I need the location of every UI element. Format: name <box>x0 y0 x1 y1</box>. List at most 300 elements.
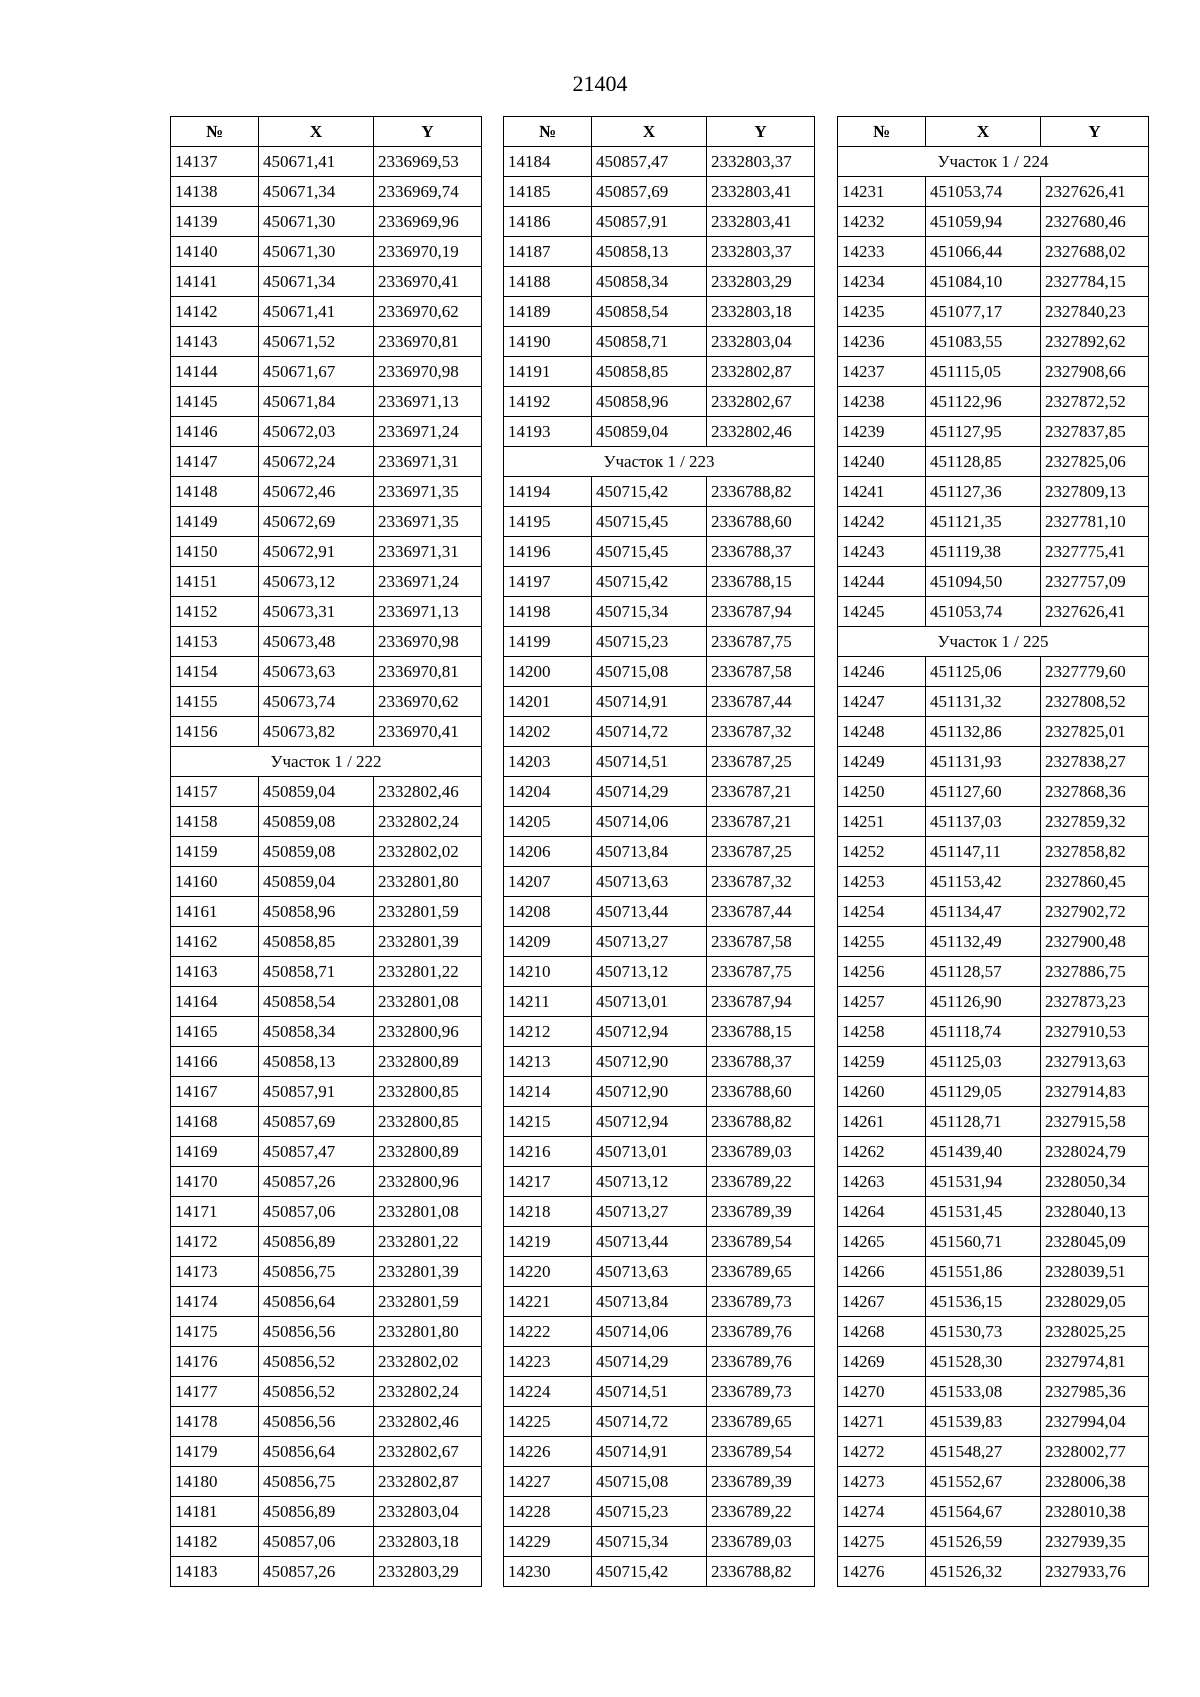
x-coordinate-cell: 451084,10 <box>926 267 1041 297</box>
y-coordinate-cell: 2336789,73 <box>707 1287 815 1317</box>
y-coordinate-cell: 2332801,22 <box>374 1227 482 1257</box>
table-row <box>171 297 482 327</box>
table-row <box>504 507 815 537</box>
y-coordinate-cell: 2327858,82 <box>1041 837 1149 867</box>
point-number-cell: 14153 <box>171 627 259 657</box>
section-label: Участок 1 / 225 <box>838 627 1149 657</box>
point-number-cell: 14238 <box>838 387 926 417</box>
table-row <box>838 1077 1149 1107</box>
x-coordinate-cell: 451121,35 <box>926 507 1041 537</box>
point-number-cell: 14253 <box>838 867 926 897</box>
x-coordinate-cell: 451526,32 <box>926 1557 1041 1587</box>
table-row <box>838 1047 1149 1077</box>
y-coordinate-cell: 2336970,62 <box>374 687 482 717</box>
table-header-row <box>838 117 1149 147</box>
x-coordinate-cell: 451127,36 <box>926 477 1041 507</box>
table-row <box>838 507 1149 537</box>
y-coordinate-cell: 2332803,04 <box>707 327 815 357</box>
header-num: № <box>171 117 259 147</box>
point-number-cell: 14219 <box>504 1227 592 1257</box>
table-row <box>504 327 815 357</box>
y-coordinate-cell: 2332802,46 <box>707 417 815 447</box>
table-row <box>171 867 482 897</box>
header-y: Y <box>374 117 482 147</box>
x-coordinate-cell: 451125,03 <box>926 1047 1041 1077</box>
table-row <box>504 1557 815 1587</box>
point-number-cell: 14252 <box>838 837 926 867</box>
point-number-cell: 14172 <box>171 1227 259 1257</box>
table-row <box>838 207 1149 237</box>
table-row <box>171 1497 482 1527</box>
x-coordinate-cell: 450856,56 <box>259 1317 374 1347</box>
table-row <box>838 1347 1149 1377</box>
point-number-cell: 14191 <box>504 357 592 387</box>
table-row <box>838 1227 1149 1257</box>
x-coordinate-cell: 450713,63 <box>592 1257 707 1287</box>
x-coordinate-cell: 451548,27 <box>926 1437 1041 1467</box>
y-coordinate-cell: 2327840,23 <box>1041 297 1149 327</box>
table-row <box>171 1437 482 1467</box>
y-coordinate-cell: 2327860,45 <box>1041 867 1149 897</box>
x-coordinate-cell: 450713,12 <box>592 1167 707 1197</box>
table-row <box>171 1557 482 1587</box>
y-coordinate-cell: 2332801,08 <box>374 1197 482 1227</box>
point-number-cell: 14187 <box>504 237 592 267</box>
point-number-cell: 14237 <box>838 357 926 387</box>
y-coordinate-cell: 2327809,13 <box>1041 477 1149 507</box>
y-coordinate-cell: 2336789,65 <box>707 1257 815 1287</box>
point-number-cell: 14182 <box>171 1527 259 1557</box>
table-row <box>171 1257 482 1287</box>
y-coordinate-cell: 2336970,81 <box>374 327 482 357</box>
point-number-cell: 14209 <box>504 927 592 957</box>
x-coordinate-cell: 450712,94 <box>592 1017 707 1047</box>
point-number-cell: 14246 <box>838 657 926 687</box>
y-coordinate-cell: 2328029,05 <box>1041 1287 1149 1317</box>
x-coordinate-cell: 450715,42 <box>592 477 707 507</box>
x-coordinate-cell: 450671,52 <box>259 327 374 357</box>
point-number-cell: 14188 <box>504 267 592 297</box>
table-row <box>504 1497 815 1527</box>
y-coordinate-cell: 2332800,89 <box>374 1047 482 1077</box>
x-coordinate-cell: 450858,13 <box>592 237 707 267</box>
table-row <box>171 1017 482 1047</box>
x-coordinate-cell: 450712,94 <box>592 1107 707 1137</box>
x-coordinate-cell: 450857,69 <box>259 1107 374 1137</box>
x-coordinate-cell: 450858,54 <box>592 297 707 327</box>
y-coordinate-cell: 2328050,34 <box>1041 1167 1149 1197</box>
x-coordinate-cell: 450856,52 <box>259 1347 374 1377</box>
table-row <box>171 1407 482 1437</box>
table-row <box>838 177 1149 207</box>
x-coordinate-cell: 450714,29 <box>592 1347 707 1377</box>
point-number-cell: 14151 <box>171 567 259 597</box>
x-coordinate-cell: 450857,06 <box>259 1527 374 1557</box>
table-row <box>504 297 815 327</box>
header-x: X <box>592 117 707 147</box>
table-row <box>504 807 815 837</box>
table-row <box>838 327 1149 357</box>
y-coordinate-cell: 2336788,82 <box>707 477 815 507</box>
x-coordinate-cell: 451533,08 <box>926 1377 1041 1407</box>
x-coordinate-cell: 450857,91 <box>592 207 707 237</box>
table-row <box>504 1077 815 1107</box>
point-number-cell: 14198 <box>504 597 592 627</box>
x-coordinate-cell: 450714,72 <box>592 1407 707 1437</box>
y-coordinate-cell: 2332800,96 <box>374 1167 482 1197</box>
x-coordinate-cell: 450858,34 <box>592 267 707 297</box>
y-coordinate-cell: 2336787,21 <box>707 807 815 837</box>
section-label: Участок 1 / 224 <box>838 147 1149 177</box>
point-number-cell: 14206 <box>504 837 592 867</box>
y-coordinate-cell: 2327939,35 <box>1041 1527 1149 1557</box>
point-number-cell: 14267 <box>838 1287 926 1317</box>
table-row <box>171 1167 482 1197</box>
y-coordinate-cell: 2336789,39 <box>707 1467 815 1497</box>
table-row <box>838 237 1149 267</box>
point-number-cell: 14208 <box>504 897 592 927</box>
point-number-cell: 14265 <box>838 1227 926 1257</box>
x-coordinate-cell: 450714,91 <box>592 687 707 717</box>
x-coordinate-cell: 450672,24 <box>259 447 374 477</box>
point-number-cell: 14239 <box>838 417 926 447</box>
table-row <box>171 1347 482 1377</box>
x-coordinate-cell: 451539,83 <box>926 1407 1041 1437</box>
x-coordinate-cell: 450671,41 <box>259 147 374 177</box>
y-coordinate-cell: 2332802,67 <box>374 1437 482 1467</box>
point-number-cell: 14259 <box>838 1047 926 1077</box>
y-coordinate-cell: 2336787,94 <box>707 597 815 627</box>
y-coordinate-cell: 2332803,37 <box>707 237 815 267</box>
x-coordinate-cell: 451059,94 <box>926 207 1041 237</box>
table-row <box>171 207 482 237</box>
y-coordinate-cell: 2327914,83 <box>1041 1077 1149 1107</box>
point-number-cell: 14163 <box>171 957 259 987</box>
point-number-cell: 14262 <box>838 1137 926 1167</box>
x-coordinate-cell: 450671,30 <box>259 207 374 237</box>
y-coordinate-cell: 2332803,29 <box>374 1557 482 1587</box>
point-number-cell: 14276 <box>838 1557 926 1587</box>
table-row <box>838 297 1149 327</box>
y-coordinate-cell: 2332802,02 <box>374 837 482 867</box>
x-coordinate-cell: 450714,29 <box>592 777 707 807</box>
point-number-cell: 14184 <box>504 147 592 177</box>
point-number-cell: 14201 <box>504 687 592 717</box>
y-coordinate-cell: 2327994,04 <box>1041 1407 1149 1437</box>
point-number-cell: 14146 <box>171 417 259 447</box>
y-coordinate-cell: 2336787,75 <box>707 957 815 987</box>
table-row <box>171 1137 482 1167</box>
y-coordinate-cell: 2328040,13 <box>1041 1197 1149 1227</box>
y-coordinate-cell: 2332803,29 <box>707 267 815 297</box>
point-number-cell: 14233 <box>838 237 926 267</box>
table-row <box>838 567 1149 597</box>
x-coordinate-cell: 450857,26 <box>259 1167 374 1197</box>
y-coordinate-cell: 2332803,37 <box>707 147 815 177</box>
table-row <box>171 717 482 747</box>
x-coordinate-cell: 450715,45 <box>592 507 707 537</box>
point-number-cell: 14234 <box>838 267 926 297</box>
table-row <box>504 1107 815 1137</box>
y-coordinate-cell: 2336787,75 <box>707 627 815 657</box>
table-row <box>504 927 815 957</box>
point-number-cell: 14179 <box>171 1437 259 1467</box>
x-coordinate-cell: 450713,12 <box>592 957 707 987</box>
y-coordinate-cell: 2332802,24 <box>374 807 482 837</box>
section-row <box>838 627 1149 657</box>
y-coordinate-cell: 2327900,48 <box>1041 927 1149 957</box>
x-coordinate-cell: 451126,90 <box>926 987 1041 1017</box>
x-coordinate-cell: 450673,74 <box>259 687 374 717</box>
point-number-cell: 14176 <box>171 1347 259 1377</box>
x-coordinate-cell: 450859,04 <box>259 777 374 807</box>
point-number-cell: 14144 <box>171 357 259 387</box>
table-row <box>504 357 815 387</box>
table-row <box>504 537 815 567</box>
x-coordinate-cell: 451094,50 <box>926 567 1041 597</box>
table-row <box>838 747 1149 777</box>
point-number-cell: 14167 <box>171 1077 259 1107</box>
point-number-cell: 14236 <box>838 327 926 357</box>
y-coordinate-cell: 2336971,13 <box>374 387 482 417</box>
table-row <box>504 147 815 177</box>
y-coordinate-cell: 2336787,25 <box>707 747 815 777</box>
x-coordinate-cell: 450714,06 <box>592 1317 707 1347</box>
point-number-cell: 14183 <box>171 1557 259 1587</box>
table-row <box>171 957 482 987</box>
y-coordinate-cell: 2327908,66 <box>1041 357 1149 387</box>
y-coordinate-cell: 2336787,94 <box>707 987 815 1017</box>
y-coordinate-cell: 2332801,08 <box>374 987 482 1017</box>
x-coordinate-cell: 450712,90 <box>592 1047 707 1077</box>
table-row <box>838 687 1149 717</box>
table-row <box>171 567 482 597</box>
x-coordinate-cell: 451530,73 <box>926 1317 1041 1347</box>
point-number-cell: 14249 <box>838 747 926 777</box>
y-coordinate-cell: 2328045,09 <box>1041 1227 1149 1257</box>
table-row <box>504 387 815 417</box>
table-row <box>171 477 482 507</box>
y-coordinate-cell: 2336789,03 <box>707 1137 815 1167</box>
x-coordinate-cell: 451132,49 <box>926 927 1041 957</box>
x-coordinate-cell: 451132,86 <box>926 717 1041 747</box>
y-coordinate-cell: 2336970,98 <box>374 357 482 387</box>
point-number-cell: 14168 <box>171 1107 259 1137</box>
table-row <box>171 237 482 267</box>
point-number-cell: 14257 <box>838 987 926 1017</box>
table-row <box>838 1257 1149 1287</box>
x-coordinate-cell: 450857,26 <box>259 1557 374 1587</box>
y-coordinate-cell: 2327680,46 <box>1041 207 1149 237</box>
y-coordinate-cell: 2327781,10 <box>1041 507 1149 537</box>
point-number-cell: 14275 <box>838 1527 926 1557</box>
header-y: Y <box>707 117 815 147</box>
y-coordinate-cell: 2336787,32 <box>707 717 815 747</box>
point-number-cell: 14143 <box>171 327 259 357</box>
y-coordinate-cell: 2336969,53 <box>374 147 482 177</box>
x-coordinate-cell: 450673,63 <box>259 657 374 687</box>
table-row <box>838 1137 1149 1167</box>
y-coordinate-cell: 2327859,32 <box>1041 807 1149 837</box>
y-coordinate-cell: 2327688,02 <box>1041 237 1149 267</box>
x-coordinate-cell: 450857,69 <box>592 177 707 207</box>
x-coordinate-cell: 451127,95 <box>926 417 1041 447</box>
y-coordinate-cell: 2332802,24 <box>374 1377 482 1407</box>
y-coordinate-cell: 2328024,79 <box>1041 1137 1149 1167</box>
point-number-cell: 14210 <box>504 957 592 987</box>
x-coordinate-cell: 450857,91 <box>259 1077 374 1107</box>
y-coordinate-cell: 2327873,23 <box>1041 987 1149 1017</box>
point-number-cell: 14161 <box>171 897 259 927</box>
y-coordinate-cell: 2332800,85 <box>374 1077 482 1107</box>
x-coordinate-cell: 451137,03 <box>926 807 1041 837</box>
x-coordinate-cell: 451153,42 <box>926 867 1041 897</box>
x-coordinate-cell: 450671,84 <box>259 387 374 417</box>
x-coordinate-cell: 450671,41 <box>259 297 374 327</box>
y-coordinate-cell: 2327974,81 <box>1041 1347 1149 1377</box>
point-number-cell: 14217 <box>504 1167 592 1197</box>
table-row <box>504 1227 815 1257</box>
y-coordinate-cell: 2336788,60 <box>707 507 815 537</box>
point-number-cell: 14269 <box>838 1347 926 1377</box>
y-coordinate-cell: 2336789,22 <box>707 1497 815 1527</box>
table-row <box>171 897 482 927</box>
point-number-cell: 14171 <box>171 1197 259 1227</box>
x-coordinate-cell: 450713,44 <box>592 1227 707 1257</box>
x-coordinate-cell: 450671,67 <box>259 357 374 387</box>
x-coordinate-cell: 450859,08 <box>259 837 374 867</box>
table-row <box>171 1227 482 1257</box>
x-coordinate-cell: 450714,91 <box>592 1437 707 1467</box>
x-coordinate-cell: 451128,85 <box>926 447 1041 477</box>
x-coordinate-cell: 451131,93 <box>926 747 1041 777</box>
point-number-cell: 14248 <box>838 717 926 747</box>
table-row <box>838 447 1149 477</box>
y-coordinate-cell: 2336969,96 <box>374 207 482 237</box>
point-number-cell: 14230 <box>504 1557 592 1587</box>
point-number-cell: 14155 <box>171 687 259 717</box>
y-coordinate-cell: 2336788,15 <box>707 567 815 597</box>
table-row <box>504 1017 815 1047</box>
point-number-cell: 14157 <box>171 777 259 807</box>
table-row <box>838 1317 1149 1347</box>
point-number-cell: 14186 <box>504 207 592 237</box>
table-row <box>504 1047 815 1077</box>
table-row <box>171 687 482 717</box>
y-coordinate-cell: 2328010,38 <box>1041 1497 1149 1527</box>
table-row <box>838 867 1149 897</box>
x-coordinate-cell: 451147,11 <box>926 837 1041 867</box>
y-coordinate-cell: 2332802,46 <box>374 777 482 807</box>
table-row <box>838 1527 1149 1557</box>
table-row <box>171 1527 482 1557</box>
y-coordinate-cell: 2327825,01 <box>1041 717 1149 747</box>
point-number-cell: 14254 <box>838 897 926 927</box>
section-row <box>504 447 815 477</box>
y-coordinate-cell: 2327892,62 <box>1041 327 1149 357</box>
y-coordinate-cell: 2336787,44 <box>707 897 815 927</box>
table-row <box>171 357 482 387</box>
table-row <box>504 1407 815 1437</box>
y-coordinate-cell: 2332801,59 <box>374 1287 482 1317</box>
table-row <box>838 987 1149 1017</box>
x-coordinate-cell: 450714,51 <box>592 747 707 777</box>
point-number-cell: 14177 <box>171 1377 259 1407</box>
x-coordinate-cell: 450858,96 <box>592 387 707 417</box>
table-row <box>838 1167 1149 1197</box>
y-coordinate-cell: 2336789,73 <box>707 1377 815 1407</box>
y-coordinate-cell: 2332801,39 <box>374 1257 482 1287</box>
x-coordinate-cell: 451134,47 <box>926 897 1041 927</box>
point-number-cell: 14190 <box>504 327 592 357</box>
coordinates-table-3 <box>837 116 1149 1587</box>
point-number-cell: 14240 <box>838 447 926 477</box>
y-coordinate-cell: 2327868,36 <box>1041 777 1149 807</box>
table-row <box>171 1467 482 1497</box>
y-coordinate-cell: 2327915,58 <box>1041 1107 1149 1137</box>
y-coordinate-cell: 2336788,82 <box>707 1557 815 1587</box>
y-coordinate-cell: 2336971,31 <box>374 447 482 477</box>
x-coordinate-cell: 450672,03 <box>259 417 374 447</box>
point-number-cell: 14215 <box>504 1107 592 1137</box>
table-row <box>504 1377 815 1407</box>
table-row <box>504 1197 815 1227</box>
table-row <box>504 957 815 987</box>
table-row <box>838 267 1149 297</box>
y-coordinate-cell: 2327626,41 <box>1041 597 1149 627</box>
coordinates-table-1 <box>170 116 482 1587</box>
point-number-cell: 14244 <box>838 567 926 597</box>
table-row <box>504 1347 815 1377</box>
y-coordinate-cell: 2332800,96 <box>374 1017 482 1047</box>
point-number-cell: 14180 <box>171 1467 259 1497</box>
y-coordinate-cell: 2336970,41 <box>374 267 482 297</box>
table-row <box>504 1287 815 1317</box>
table-row <box>171 1077 482 1107</box>
table-row <box>171 177 482 207</box>
x-coordinate-cell: 450713,84 <box>592 837 707 867</box>
x-coordinate-cell: 450712,90 <box>592 1077 707 1107</box>
y-coordinate-cell: 2336788,37 <box>707 1047 815 1077</box>
point-number-cell: 14137 <box>171 147 259 177</box>
table-row <box>504 1317 815 1347</box>
y-coordinate-cell: 2336970,81 <box>374 657 482 687</box>
y-coordinate-cell: 2336787,32 <box>707 867 815 897</box>
table-row <box>838 1497 1149 1527</box>
table-row <box>838 1437 1149 1467</box>
point-number-cell: 14178 <box>171 1407 259 1437</box>
y-coordinate-cell: 2336970,62 <box>374 297 482 327</box>
x-coordinate-cell: 450858,13 <box>259 1047 374 1077</box>
y-coordinate-cell: 2336970,98 <box>374 627 482 657</box>
x-coordinate-cell: 451439,40 <box>926 1137 1041 1167</box>
x-coordinate-cell: 451531,45 <box>926 1197 1041 1227</box>
table-row <box>171 1317 482 1347</box>
y-coordinate-cell: 2336787,58 <box>707 657 815 687</box>
y-coordinate-cell: 2332803,18 <box>707 297 815 327</box>
table-row <box>504 567 815 597</box>
y-coordinate-cell: 2336971,24 <box>374 567 482 597</box>
point-number-cell: 14245 <box>838 597 926 627</box>
x-coordinate-cell: 451531,94 <box>926 1167 1041 1197</box>
point-number-cell: 14196 <box>504 537 592 567</box>
y-coordinate-cell: 2336970,19 <box>374 237 482 267</box>
point-number-cell: 14192 <box>504 387 592 417</box>
point-number-cell: 14227 <box>504 1467 592 1497</box>
x-coordinate-cell: 450858,96 <box>259 897 374 927</box>
y-coordinate-cell: 2332803,18 <box>374 1527 482 1557</box>
x-coordinate-cell: 451551,86 <box>926 1257 1041 1287</box>
